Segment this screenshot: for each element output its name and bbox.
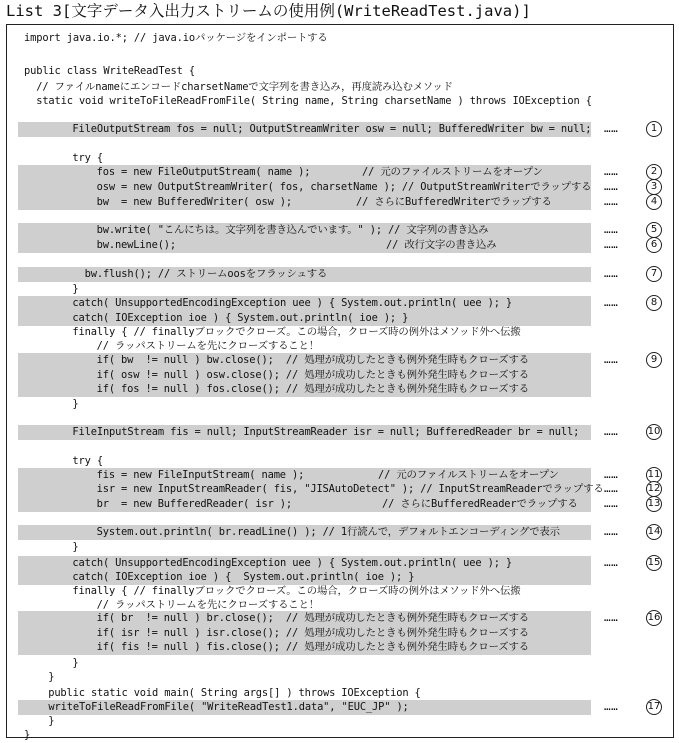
- step-number-badge: 7: [646, 266, 662, 282]
- code-line: [0, 151, 679, 166]
- code-line: [0, 454, 679, 469]
- code-line: [0, 656, 679, 671]
- code-line: [0, 296, 679, 311]
- step-number-badge: 2: [646, 164, 662, 180]
- code-text: if( isr != null ) isr.close(); // 処理が成功したときも例外発生時もクローズする: [60, 627, 529, 639]
- code-line: [0, 353, 679, 368]
- listing-title: List 3[文字データ入出力ストリームの使用例(WriteReadTest.java)]: [6, 2, 531, 20]
- code-text: }: [24, 729, 31, 741]
- code-comment: // さらにBufferedReaderでラップする: [382, 498, 578, 510]
- leader-dots: ……: [604, 497, 619, 510]
- code-line: [0, 80, 679, 95]
- code-text: FileOutputStream fos = null; OutputStreamWriter osw = null; BufferedWriter bw = null;: [48, 123, 592, 135]
- code-line: [0, 397, 679, 412]
- code-line: [0, 368, 679, 383]
- code-text: public class WriteReadTest {: [24, 65, 195, 77]
- code-text: bw.flush(); // ストリームoosをフラッシュする: [48, 268, 328, 280]
- step-number-badge: 6: [646, 237, 662, 253]
- leader-dots: ……: [604, 296, 619, 309]
- code-line: [0, 700, 679, 715]
- code-text: }: [48, 398, 79, 410]
- leader-dots: ……: [604, 223, 619, 236]
- step-number-badge: 8: [646, 295, 662, 311]
- code-text: isr = new InputStreamReader( fis, "JISAutoDetect" ); // InputStreamReaderでラップする: [60, 483, 604, 495]
- code-line: [0, 122, 679, 137]
- leader-dots: ……: [604, 700, 619, 713]
- step-number-badge: 3: [646, 179, 662, 195]
- leader-dots: ……: [604, 482, 619, 495]
- code-line: [0, 626, 679, 641]
- leader-dots: ……: [604, 425, 619, 438]
- step-number-badge: 14: [646, 524, 662, 540]
- code-text: catch( UnsupportedEncodingException uee ) { System.out.println( uee ); }: [48, 297, 513, 309]
- code-text: catch( IOException ioe ) { System.out.println( ioe ); }: [48, 571, 415, 583]
- code-line: [0, 584, 679, 599]
- code-line: [0, 382, 679, 397]
- code-text: try {: [48, 152, 103, 164]
- code-text: bw.write( "こんにちは。文字列を書き込んでいます。" ); // 文字列の書き込み: [60, 224, 489, 236]
- code-text: // ファイルnameにエンコードcharsetNameで文字列を書き込み，再度読み込むメソッド: [24, 81, 453, 93]
- step-number-badge: 11: [646, 467, 662, 483]
- code-text: br = new BufferedReader( isr );: [60, 498, 293, 510]
- code-text: System.out.println( br.readLine() ); // 1行読んで，デフォルトエンコーディングで表示: [60, 526, 560, 538]
- code-line: [0, 267, 679, 282]
- code-line: [0, 714, 679, 729]
- code-line: [0, 94, 679, 109]
- code-text: }: [36, 671, 55, 683]
- leader-dots: ……: [604, 180, 619, 193]
- code-line: [0, 525, 679, 540]
- code-line: [0, 468, 679, 483]
- code-line: [0, 425, 679, 440]
- code-text: finally { // finallyブロックでクローズ。この場合，クローズ時の例外はメソッド外へ伝搬: [48, 585, 521, 597]
- code-line: [0, 165, 679, 180]
- code-line: [0, 282, 679, 297]
- code-line: [0, 497, 679, 512]
- code-line: [0, 540, 679, 555]
- code-comment: // 元のファイルストリームをオープン: [362, 166, 543, 178]
- code-text: }: [48, 657, 79, 669]
- code-text: if( br != null ) br.close(); // 処理が成功したときも例外発生時もクローズする: [60, 612, 529, 624]
- code-text: }: [48, 541, 79, 553]
- step-number-badge: 12: [646, 481, 662, 497]
- code-line: [0, 325, 679, 340]
- code-line: [0, 223, 679, 238]
- leader-dots: ……: [604, 525, 619, 538]
- code-text: // ラッパストリームを先にクローズすること！: [60, 340, 320, 352]
- code-text: fis = new FileInputStream( name );: [60, 469, 305, 481]
- code-text: try {: [48, 455, 103, 467]
- code-comment: // 改行文字の書き込み: [386, 239, 497, 251]
- code-line: [0, 311, 679, 326]
- leader-dots: ……: [604, 556, 619, 569]
- code-comment: // 元のファイルストリームをオープン: [378, 469, 559, 481]
- leader-dots: ……: [604, 122, 619, 135]
- code-text: if( fis != null ) fis.close(); // 処理が成功したときも例外発生時もクローズする: [60, 641, 529, 653]
- leader-dots: ……: [604, 611, 619, 624]
- code-text: import java.io.*; // java.ioパッケージをインポートする: [24, 32, 328, 44]
- leader-dots: ……: [604, 353, 619, 366]
- code-line: [0, 180, 679, 195]
- code-line: [0, 640, 679, 655]
- code-text: if( osw != null ) osw.close(); // 処理が成功したときも例外発生時もクローズする: [60, 369, 529, 381]
- code-line: [0, 556, 679, 571]
- code-comment: // さらにBufferedWriterでラップする: [356, 196, 552, 208]
- code-text: osw = new OutputStreamWriter( fos, charsetName ); // OutputStreamWriterでラップする: [60, 181, 592, 193]
- code-line: [0, 570, 679, 585]
- step-number-badge: 4: [646, 194, 662, 210]
- code-text: public static void main( String args[] ) throws IOException {: [36, 687, 421, 699]
- code-text: writeToFileReadFromFile( "WriteReadTest1.data", "EUC_JP" );: [24, 701, 409, 713]
- code-text: bw.newLine();: [60, 239, 177, 251]
- code-text: FileInputStream fis = null; InputStreamReader isr = null; BufferedReader br = null;: [48, 426, 580, 438]
- code-line: [0, 611, 679, 626]
- step-number-badge: 17: [646, 699, 662, 715]
- leader-dots: ……: [604, 267, 619, 280]
- code-line: [0, 482, 679, 497]
- leader-dots: ……: [604, 238, 619, 251]
- code-text: fos = new FileOutputStream( name );: [60, 166, 311, 178]
- step-number-badge: 5: [646, 222, 662, 238]
- code-text: catch( UnsupportedEncodingException uee ) { System.out.println( uee ); }: [48, 557, 513, 569]
- code-line: [0, 686, 679, 701]
- code-text: finally { // finallyブロックでクローズ。この場合，クローズ時の例外はメソッド外へ伝搬: [48, 326, 521, 338]
- leader-dots: ……: [604, 195, 619, 208]
- code-text: }: [48, 283, 79, 295]
- leader-dots: ……: [604, 468, 619, 481]
- code-line: [0, 195, 679, 210]
- leader-dots: ……: [604, 165, 619, 178]
- step-number-badge: 13: [646, 496, 662, 512]
- code-text: // ラッパストリームを先にクローズすること！: [60, 599, 320, 611]
- code-text: bw = new BufferedWriter( osw );: [60, 196, 293, 208]
- code-line: [0, 31, 679, 46]
- code-text: }: [36, 715, 55, 727]
- code-text: static void writeToFileReadFromFile( String name, String charsetName ) throws IOException {: [24, 95, 592, 107]
- code-line: [0, 670, 679, 685]
- code-line: [0, 339, 679, 354]
- code-line: [0, 238, 679, 253]
- code-text: if( bw != null ) bw.close(); // 処理が成功したときも例外発生時もクローズする: [60, 354, 529, 366]
- code-line: [0, 64, 679, 79]
- step-number-badge: 1: [646, 121, 662, 137]
- code-text: catch( IOException ioe ) { System.out.println( ioe ); }: [48, 312, 409, 324]
- code-text: if( fos != null ) fos.close(); // 処理が成功したときも例外発生時もクローズする: [60, 383, 529, 395]
- step-number-badge: 16: [646, 610, 662, 626]
- step-number-badge: 15: [646, 555, 662, 571]
- step-number-badge: 10: [646, 424, 662, 440]
- step-number-badge: 9: [646, 352, 662, 368]
